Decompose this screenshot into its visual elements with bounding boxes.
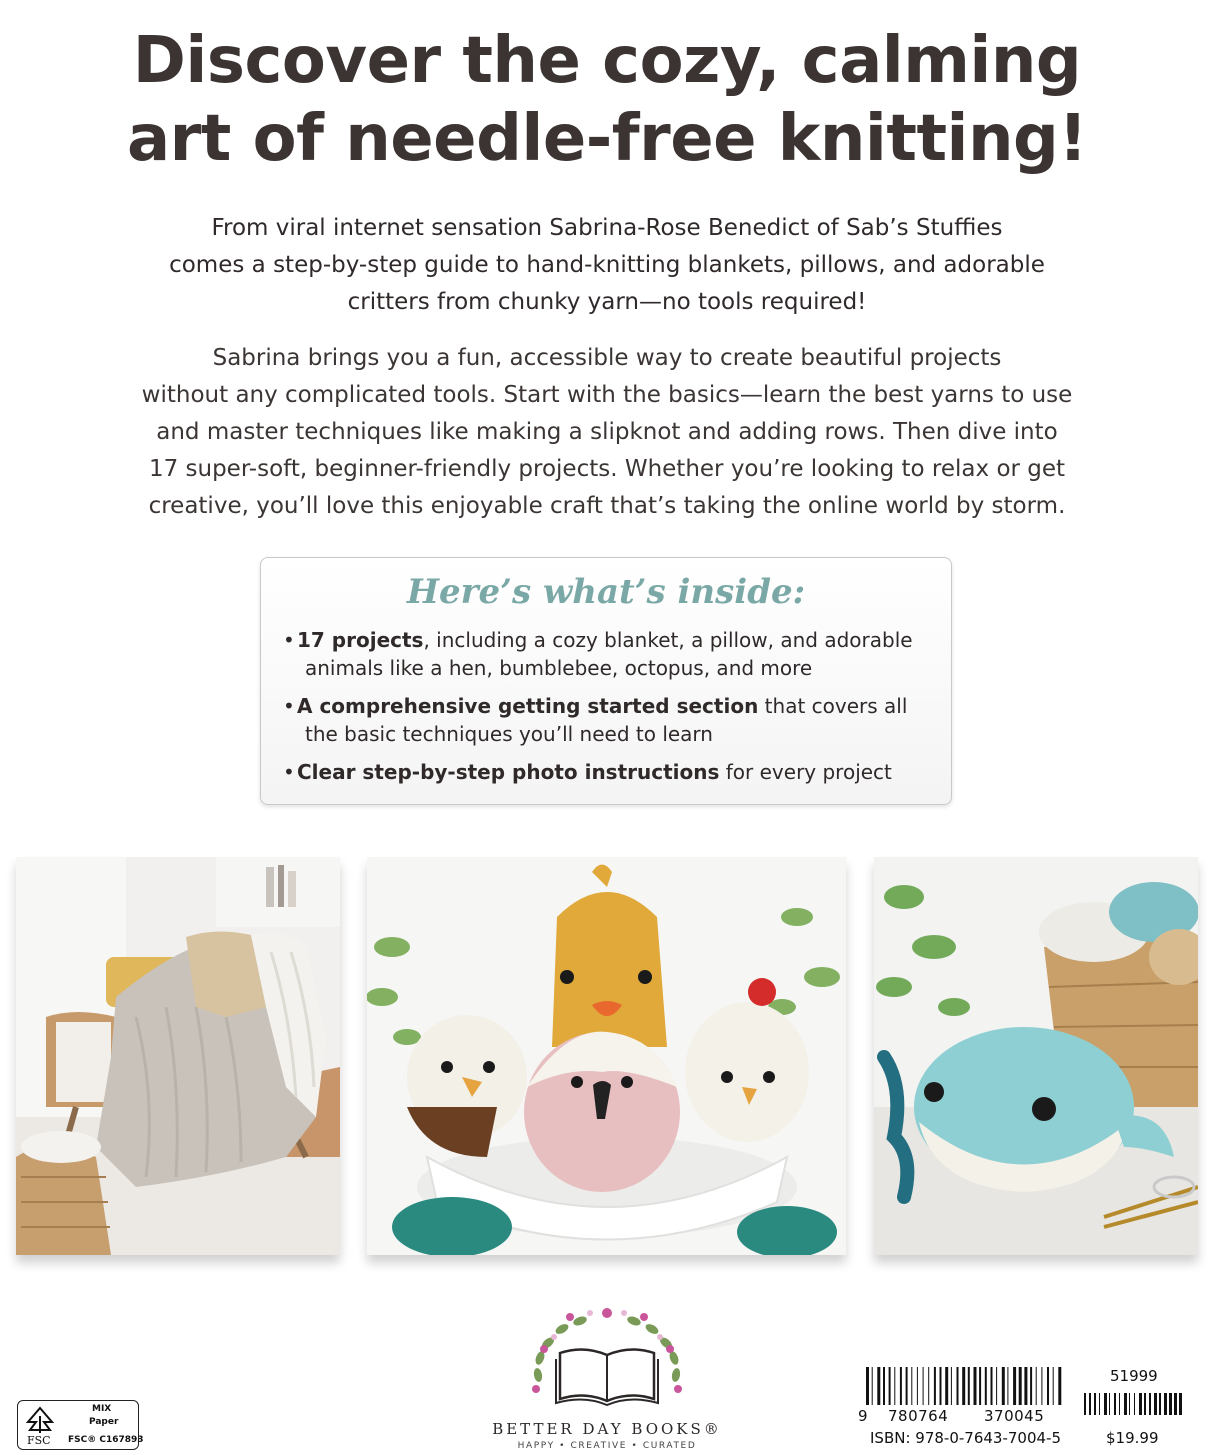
item-text-continued: animals like a hen, bumblebee, octopus, and more (305, 656, 813, 680)
barcode-bar (974, 1367, 977, 1405)
barcode-bar (1094, 1393, 1096, 1415)
barcode-bar (951, 1367, 952, 1405)
barcode-bar (923, 1367, 924, 1405)
price: $19.99 (1106, 1429, 1159, 1447)
barcode-bar (1129, 1393, 1130, 1415)
bullet-icon: • (283, 760, 295, 784)
fsc-mix-label: MIX (92, 1404, 112, 1414)
barcode-bar (889, 1367, 891, 1405)
item-text-continued: the basic techniques you’ll need to learn (305, 722, 713, 746)
barcode-bar (1124, 1393, 1127, 1415)
list-item (283, 758, 943, 786)
item-text: that covers all (758, 694, 908, 718)
whats-inside-box (260, 557, 952, 805)
description-line: creative, you’ll love this enjoyable craft that’s taking the online world by storm. (148, 493, 1066, 519)
fsc-word: FSC (27, 1434, 51, 1447)
publisher-tagline: HAPPY • CREATIVE • CURATED (517, 1441, 697, 1451)
barcode-bar (985, 1367, 987, 1405)
intro-line: comes a step-by-step guide to hand-knitting blankets, pillows, and adorable (169, 252, 1045, 278)
description-line: and master techniques like making a slipknot and adding rows. Then dive into (156, 419, 1058, 445)
barcode-bar (1154, 1393, 1157, 1415)
barcode-bar (934, 1367, 936, 1405)
barcode-bar (894, 1367, 895, 1405)
barcode-bar (1149, 1393, 1151, 1415)
intro-line: From viral internet sensation Sabrina-Rose Benedict of Sab’s Stuffies (211, 215, 1003, 241)
barcode-bar (1007, 1367, 1008, 1405)
barcode-bar (1104, 1393, 1107, 1415)
barcode-bar (1084, 1393, 1086, 1415)
bullet-icon: • (283, 628, 295, 652)
blanket-photo (16, 857, 340, 1255)
isbn-barcode (858, 1367, 1064, 1455)
barcode-bar (1089, 1393, 1091, 1415)
whats-inside-title: Here’s what’s inside: (406, 572, 806, 612)
barcode-bar (1036, 1367, 1037, 1405)
item-highlight: A comprehensive getting started section (297, 694, 759, 718)
fsc-logo (17, 1400, 144, 1450)
barcode-bar (962, 1367, 965, 1405)
barcode-bar (917, 1367, 918, 1405)
barcode-bar (928, 1367, 929, 1405)
list-item (283, 692, 943, 748)
publisher-name: BETTER DAY BOOKS® (492, 1420, 722, 1438)
item-highlight: 17 projects (297, 628, 424, 652)
barcode-bar (1169, 1393, 1172, 1415)
barcode-bar (1164, 1393, 1167, 1415)
barcode-bar (1002, 1367, 1005, 1405)
description-paragraph (100, 340, 1114, 525)
barcode-bar (1139, 1393, 1142, 1415)
barcode-bar (1134, 1393, 1135, 1415)
publisher-logo (480, 1303, 734, 1453)
barcode-bar (945, 1367, 948, 1405)
price-barcode (1084, 1367, 1194, 1455)
barcode-digits-right: 370045 (984, 1407, 1045, 1425)
price-code: 51999 (1110, 1367, 1158, 1385)
barcode-bar (1041, 1367, 1042, 1405)
fsc-license-code: FSC® C167893 (68, 1435, 144, 1445)
item-text: for every project (719, 760, 892, 784)
barcode-bar (940, 1367, 942, 1405)
intro-paragraph (110, 210, 1104, 321)
open-book-wreath-icon (480, 1303, 734, 1418)
item-highlight: Clear step-by-step photo instructions (297, 760, 720, 784)
description-line: 17 super-soft, beginner-friendly projects. Whether you’re looking to relax or get (148, 456, 1066, 482)
whats-inside-list (283, 626, 943, 796)
barcode-bar (1144, 1393, 1146, 1415)
headline (0, 22, 1214, 178)
fsc-paper-label: Paper (89, 1417, 119, 1427)
headline-line-2: art of needle-free knitting! (126, 102, 1088, 176)
barcode-bar (1109, 1393, 1110, 1415)
barcode-bar (1024, 1367, 1027, 1405)
barcode-bar (1159, 1393, 1161, 1415)
fsc-tree-icon (24, 1406, 56, 1434)
barcode-bar (968, 1367, 970, 1405)
list-item (283, 626, 943, 682)
barcode-bar (1058, 1367, 1061, 1405)
barcode-bar (1030, 1367, 1032, 1405)
whale-photo (874, 857, 1198, 1255)
barcode-bar (1053, 1367, 1054, 1405)
price-barcode-bars (1084, 1393, 1184, 1417)
barcode-bar (996, 1367, 997, 1405)
barcode-bar (979, 1367, 981, 1405)
barcode-bar (900, 1367, 902, 1405)
description-line: without any complicated tools. Start with the basics—learn the best yarns to use (141, 382, 1073, 408)
barcode-bar (1174, 1393, 1177, 1415)
barcode-bar (1114, 1393, 1116, 1415)
barcode-bar (883, 1367, 885, 1405)
barcode-bar (866, 1367, 869, 1405)
barcode-bar (872, 1367, 873, 1405)
critters-photo (367, 857, 846, 1255)
barcode-lead-digit: 9 (858, 1407, 868, 1425)
barcode-bar (1179, 1393, 1182, 1415)
isbn-number: ISBN: 978-0-7643-7004-5 (870, 1429, 1061, 1447)
barcode-bar (1019, 1367, 1022, 1405)
item-text: , including a cozy blanket, a pillow, and adorable (423, 628, 913, 652)
barcode-bar (991, 1367, 993, 1405)
barcode-digits-left: 780764 (888, 1407, 949, 1425)
barcode-bar (906, 1367, 908, 1405)
barcode-bar (957, 1367, 959, 1405)
intro-line: critters from chunky yarn—no tools required! (347, 289, 867, 315)
barcode-bar (1047, 1367, 1049, 1405)
headline-line-1: Discover the cozy, calming (132, 24, 1082, 98)
description-line: Sabrina brings you a fun, accessible way to create beautiful projects (212, 345, 1002, 371)
barcode-bar (877, 1367, 880, 1405)
barcode-bar (1013, 1367, 1016, 1405)
barcode-bar (1119, 1393, 1120, 1415)
barcode-bar (911, 1367, 912, 1405)
bullet-icon: • (283, 694, 295, 718)
barcode-bar (1099, 1393, 1100, 1415)
